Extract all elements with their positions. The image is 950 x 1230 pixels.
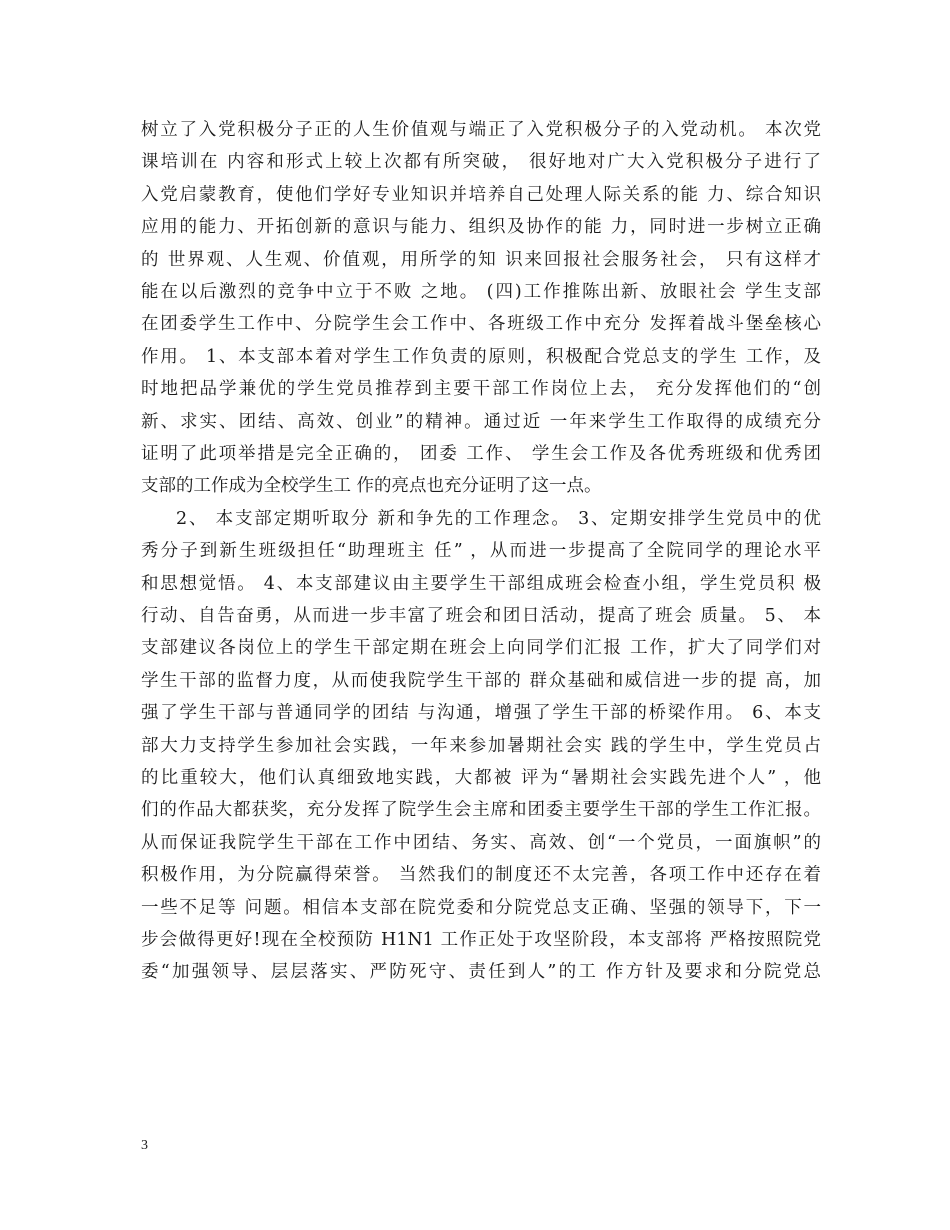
text-line: 课培训在 内容和形式上较上次都有所突破， 很好地对广大入党积极分子进行了 — [141, 152, 821, 173]
text-line: 应用的能力、开拓创新的意识与能力、组织及协作的能 力，同时进一步树立正确 — [141, 217, 821, 238]
text-line: 支部的工作成为全校学生工 作的亮点也充分证明了这一点。 — [141, 476, 602, 497]
page-number: 3 — [141, 1138, 148, 1153]
text-line: 2、 本支部定期听取分 新和争先的工作理念。 3、定期安排学生党员中的优 — [176, 508, 821, 529]
text-line: 时地把品学兼优的学生党员推荐到主要干部工作岗位上去， 充分发挥他们的“创 — [141, 379, 821, 400]
text-line: 作用。 1、本支部本着对学生工作负责的原则，积极配合党总支的学生 工作，及 — [141, 346, 821, 367]
text-line: 秀分子到新生班级担任“助理班主 任” ，从而进一步提高了全院同学的理论水平 — [141, 541, 821, 562]
text-line: 强了学生干部与普通同学的团结 与沟通，增强了学生干部的桥梁作用。 6、本支 — [141, 703, 821, 724]
text-line: 的 世界观、人生观、价值观，用所学的知 识来回报社会服务社会， 只有这样才 — [141, 249, 821, 270]
text-line: 积极作用，为分院赢得荣誉。 当然我们的制度还不太完善，各项工作中还存在着 — [141, 865, 821, 886]
text-line: 和思想觉悟。 4、本支部建议由主要学生干部组成班会检查小组，学生党员积 极 — [141, 573, 821, 594]
text-line: 证明了此项举措是完全正确的， 团委 工作、 学生会工作及各优秀班级和优秀团 — [141, 444, 821, 464]
text-line: 的比重较大，他们认真细致地实践，大都被 评为“暑期社会实践先进个人” ，他 — [141, 768, 821, 788]
text-line: 树立了入党积极分子正的人生价值观与端正了入党积极分子的入党动机。 本次党 — [141, 120, 821, 140]
text-line: 从而保证我院学生干部在工作中团结、务实、高效、创“一个党员，一面旗帜”的 — [141, 832, 821, 853]
text-line: 们的作品大都获奖，充分发挥了院学生会主席和团委主要学生干部的学生工作汇报。 — [141, 800, 821, 821]
text-line: 学生干部的监督力度，从而使我院学生干部的 群众基础和威信进一步的提 高，加 — [141, 670, 821, 691]
text-line: 步会做得更好!现在全校预防 H1N1 工作正处于攻坚阶段，本支部将 严格按照院党 — [141, 930, 821, 950]
text-line: 委“加强领导、层层落实、严防死守、责任到人”的工 作方针及要求和分院党总 — [141, 962, 821, 983]
text-line: 行动、自告奋勇，从而进一步丰富了班会和团日活动，提高了班会 质量。 5、 本 — [141, 606, 821, 626]
text-line: 部大力支持学生参加社会实践，一年来参加暑期社会实 践的学生中，学生党员占 — [141, 735, 821, 756]
text-line: 入党启蒙教育，使他们学好专业知识并培养自己处理人际关系的能 力、综合知识 — [141, 184, 821, 205]
text-line: 在团委学生工作中、分院学生会工作中、各班级工作中充分 发挥着战斗堡垒核心 — [141, 314, 821, 335]
text-line: 支部建议各岗位上的学生干部定期在班会上向同学们汇报 工作，扩大了同学们对 — [141, 638, 821, 659]
text-line: 能在以后激烈的竞争中立于不败 之地。 (四)工作推陈出新、放眼社会 学生支部 — [141, 282, 821, 302]
text-line: 新、求实、团结、高效、创业”的精神。通过近 一年来学生工作取得的成绩充分 — [141, 411, 821, 432]
text-line: 一些不足等 问题。相信本支部在院党委和分院党总支正确、坚强的领导下，下一 — [141, 897, 821, 918]
